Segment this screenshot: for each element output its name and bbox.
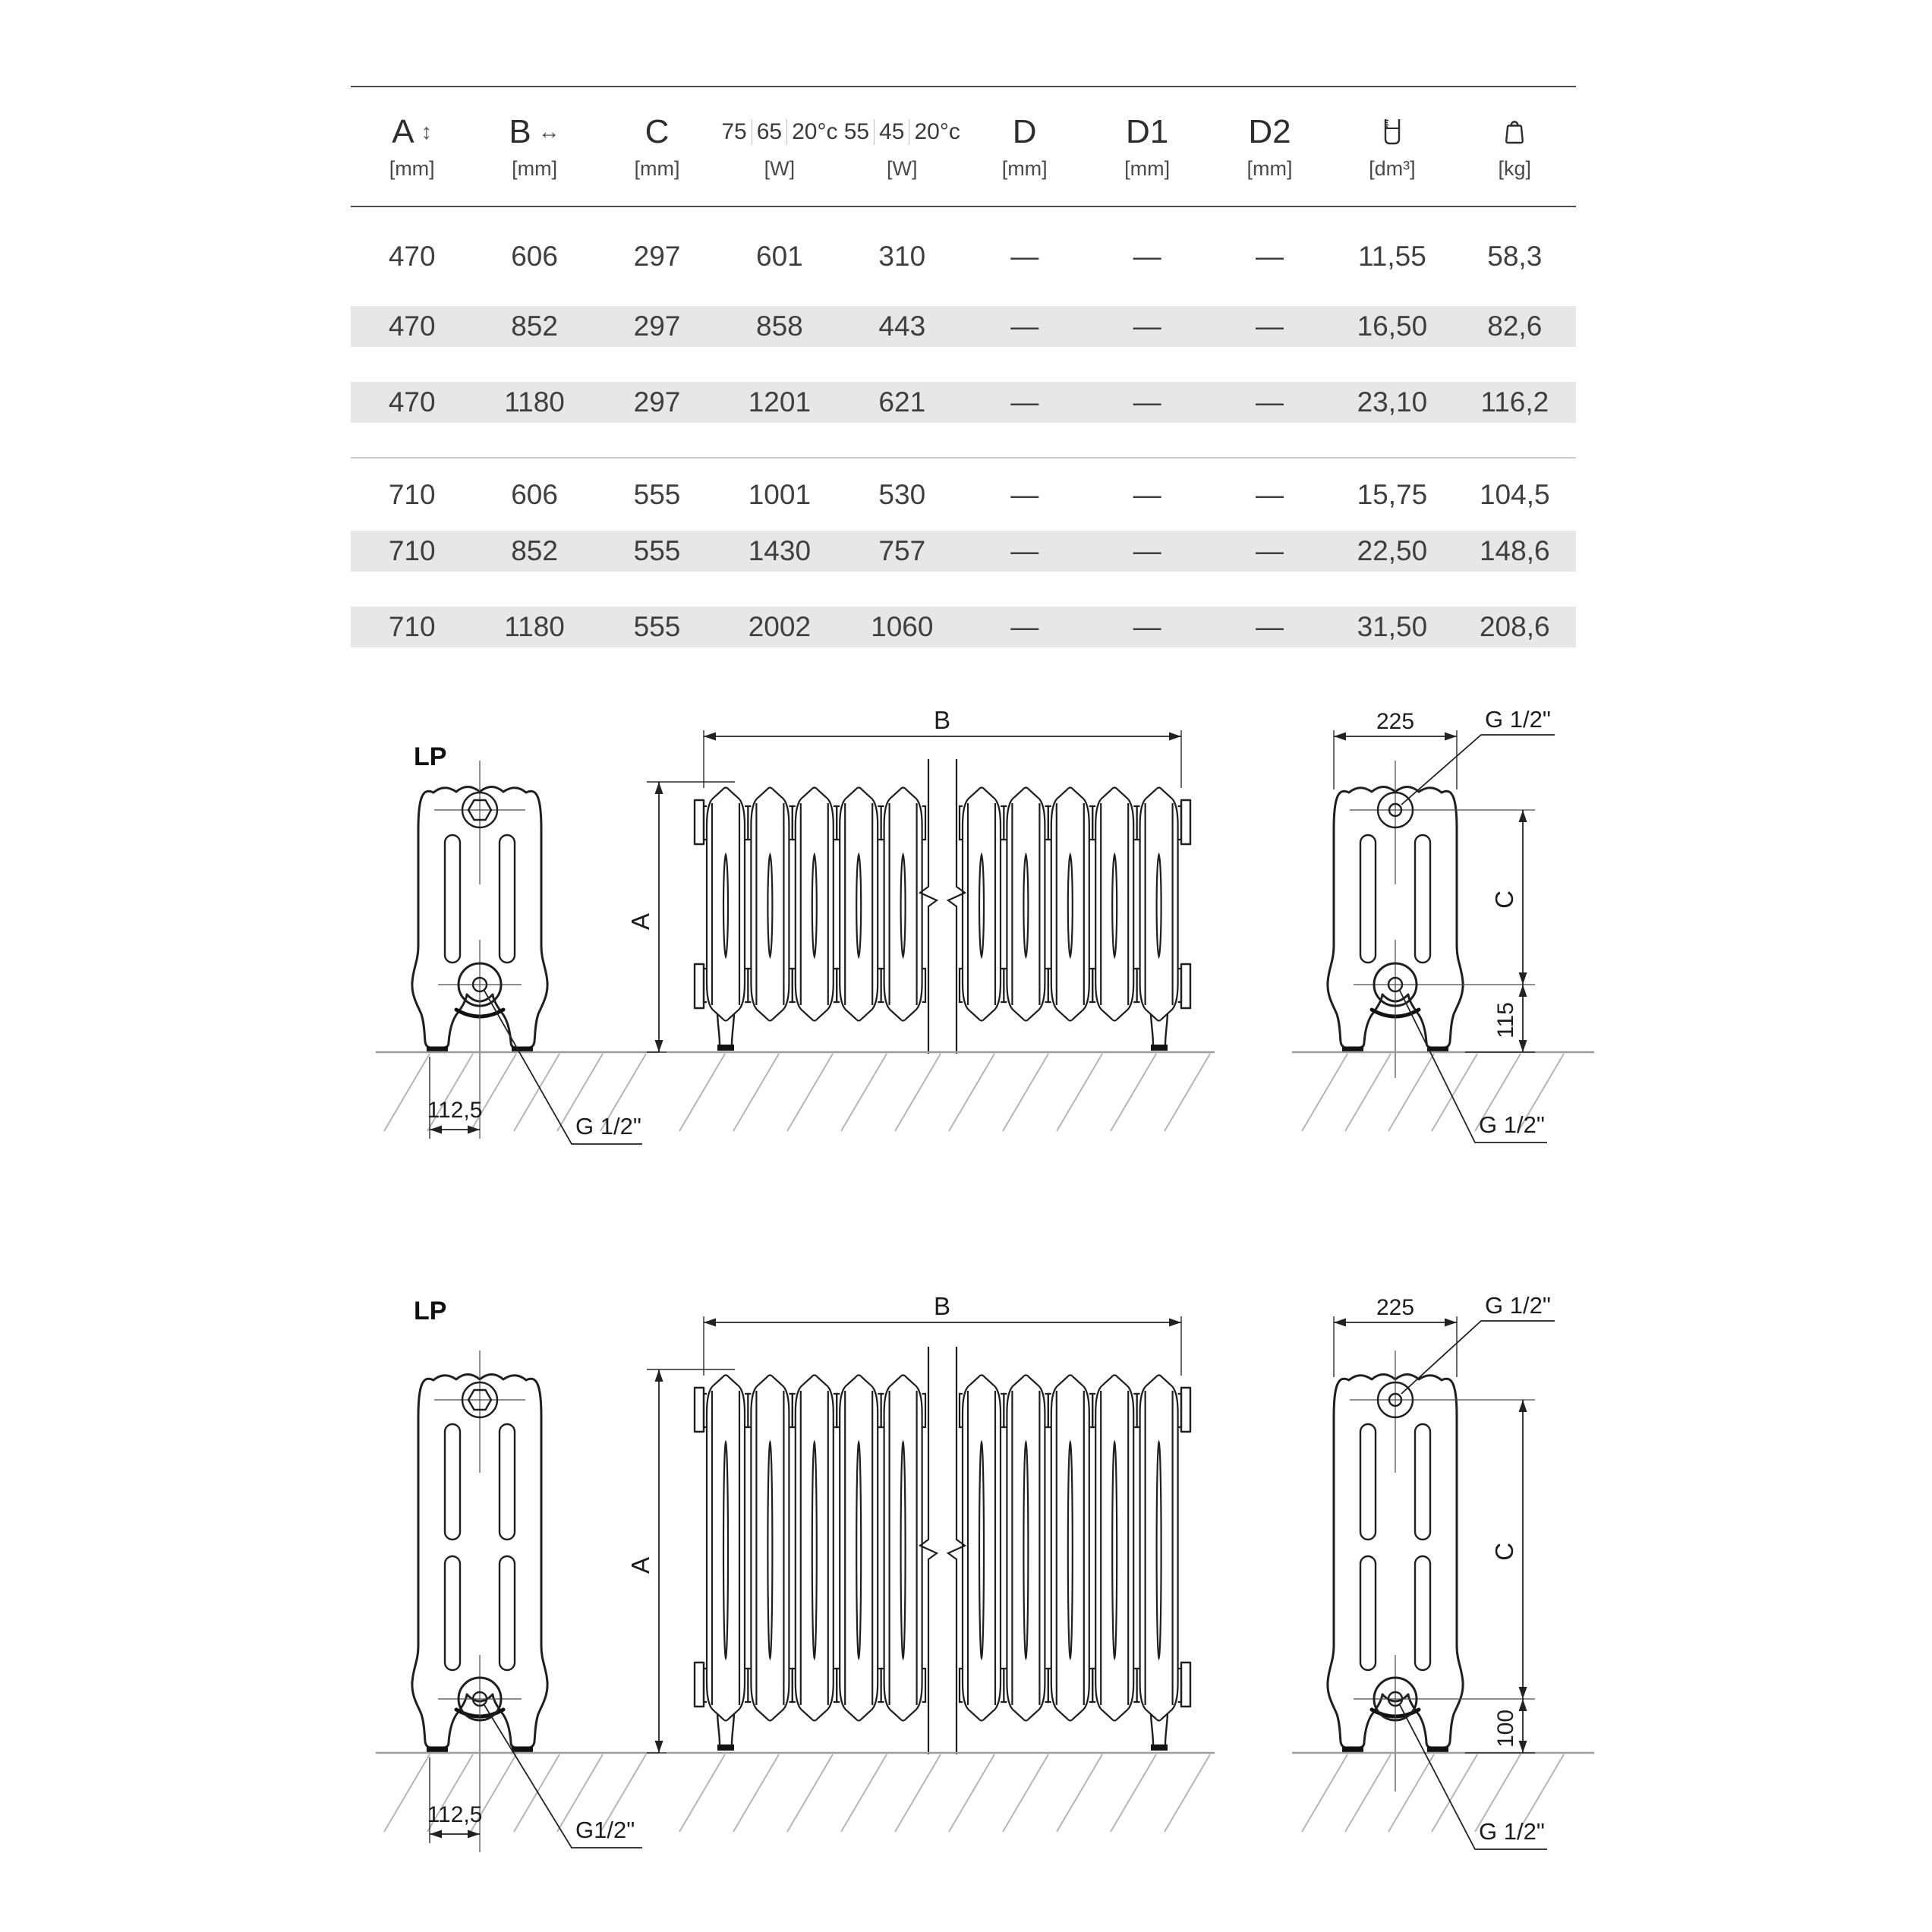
diagram-top [376, 706, 1594, 1144]
col-label: D1 [1125, 113, 1169, 150]
table-cell: 710 [388, 611, 436, 642]
table-cell: 11,55 [1357, 241, 1426, 272]
table-header [351, 86, 1576, 207]
col-unit: [mm] [1247, 157, 1293, 180]
table-cell: 297 [633, 310, 681, 342]
table-cell: — [1010, 611, 1039, 642]
col-unit: [W] [764, 157, 796, 180]
temp-value: 45 [879, 119, 905, 144]
thread-label: G 1/2" [575, 1113, 641, 1139]
table-cell: 555 [633, 611, 681, 642]
col-unit: [mm] [389, 157, 435, 180]
dim-offset-label: 112,5 [427, 1098, 483, 1123]
table-cell: 555 [633, 535, 681, 566]
separator [786, 119, 787, 145]
table-cell: — [1133, 386, 1161, 418]
table-cell: 621 [878, 386, 926, 418]
table-cell: 1001 [748, 478, 812, 510]
table-cell: 530 [878, 478, 926, 510]
table-cell: 1180 [504, 611, 565, 642]
thread-label: G1/2" [575, 1817, 635, 1843]
table-cell: 16,50 [1357, 310, 1428, 342]
dim-offset-label: 112,5 [427, 1802, 483, 1827]
table-cell: — [1133, 310, 1161, 342]
table-row [351, 306, 1576, 347]
table-cell: 606 [511, 478, 558, 510]
table-row [351, 607, 1576, 648]
leftright-arrow-icon: ↔ [537, 119, 560, 144]
table-cell: — [1010, 386, 1039, 418]
table-body [351, 207, 1576, 648]
table-cell: 58,3 [1487, 241, 1543, 272]
front-view-top [667, 706, 1215, 1131]
table-cell: 31,50 [1357, 611, 1428, 642]
table-cell: 104,5 [1479, 478, 1550, 510]
dim-foot-label: 115 [1493, 1002, 1518, 1038]
table-cell: — [1255, 535, 1284, 566]
table-cell: 2002 [748, 611, 812, 642]
table-cell: — [1010, 241, 1039, 272]
col-unit: [mm] [512, 157, 558, 180]
side-view-bottom-right [1292, 1292, 1594, 1849]
table-row [351, 207, 1576, 306]
col-label: A [392, 113, 414, 150]
temp-value: 75 [721, 119, 747, 144]
table-cell: — [1133, 478, 1161, 510]
table-cell: 852 [511, 535, 558, 566]
dim-width-label: 225 [1376, 709, 1415, 734]
table-cell: 22,50 [1357, 535, 1428, 566]
table-cell: 710 [388, 535, 436, 566]
side-view-bottom-left [376, 1351, 659, 1852]
table-cell: — [1010, 310, 1039, 342]
dim-a-bottom [626, 1369, 735, 1753]
model-label: LP [414, 742, 447, 771]
dim-a-top [626, 782, 735, 1052]
table-cell: 23,10 [1357, 386, 1428, 418]
temp-value: 55 [843, 119, 870, 144]
dim-c-label: C [1490, 890, 1518, 909]
table-row [351, 531, 1576, 572]
table-cell: 443 [878, 310, 926, 342]
table-cell: — [1010, 478, 1039, 510]
weight-icon [1504, 118, 1525, 146]
table-cell: 208,6 [1479, 611, 1550, 642]
col-label: B [509, 113, 531, 150]
table-cell: — [1255, 241, 1284, 272]
col-header-power-75 [718, 110, 840, 206]
col-header-a [351, 110, 473, 206]
col-unit: [kg] [1498, 157, 1532, 180]
table-cell: 310 [878, 241, 926, 272]
table-cell: 757 [878, 535, 926, 566]
col-header-b [473, 110, 595, 206]
front-view-bottom [667, 1292, 1215, 1832]
table-cell: — [1255, 310, 1284, 342]
col-unit: [W] [887, 157, 918, 180]
volume-icon [1382, 118, 1402, 146]
separator [874, 119, 875, 145]
col-header-volume [1331, 110, 1453, 206]
table-cell: 601 [756, 241, 803, 272]
col-header-d1 [1086, 110, 1208, 206]
table-cell: 82,6 [1487, 310, 1543, 342]
table-cell: 116,2 [1480, 386, 1549, 418]
col-unit: [mm] [634, 157, 680, 180]
table-row [351, 382, 1576, 423]
side-view-top-left [376, 761, 659, 1144]
spec-table [351, 86, 1576, 648]
col-header-weight [1454, 110, 1576, 206]
table-cell: 1180 [504, 386, 565, 418]
table-cell: 470 [388, 310, 436, 342]
temp-value: 20°c [914, 119, 960, 144]
table-cell: — [1010, 535, 1039, 566]
table-cell: 555 [633, 478, 681, 510]
col-unit: [dm³] [1369, 157, 1416, 180]
col-label: D2 [1248, 113, 1291, 150]
table-cell: 1201 [748, 386, 812, 418]
table-cell: — [1255, 386, 1284, 418]
technical-drawings [326, 706, 1609, 1905]
col-header-c [596, 110, 718, 206]
table-cell: — [1133, 241, 1161, 272]
table-cell: 1060 [871, 611, 934, 642]
col-unit: [mm] [1124, 157, 1171, 180]
temp-value: 65 [756, 119, 783, 144]
table-cell: — [1133, 611, 1161, 642]
diagram-bottom [376, 1292, 1594, 1852]
table-cell: 1430 [748, 535, 812, 566]
table-cell: 606 [511, 241, 558, 272]
table-cell: 297 [633, 241, 681, 272]
col-label: D [1012, 113, 1037, 150]
col-unit: [mm] [1001, 157, 1048, 180]
dim-a-label: A [626, 1556, 654, 1574]
col-header-d2 [1209, 110, 1331, 206]
dim-b-label: B [933, 706, 951, 734]
table-cell: 470 [388, 241, 436, 272]
side-view-top-right [1292, 706, 1594, 1142]
table-cell: — [1255, 478, 1284, 510]
model-label: LP [414, 1297, 447, 1325]
table-cell: 148,6 [1479, 535, 1550, 566]
updown-arrow-icon: ↕ [421, 119, 433, 144]
thread-label: G 1/2" [1485, 706, 1551, 733]
table-row [351, 457, 1576, 531]
table-cell: 852 [511, 310, 558, 342]
table-cell: 15,75 [1357, 478, 1428, 510]
table-cell: 710 [388, 478, 436, 510]
col-label: C [645, 113, 670, 150]
col-header-power-55 [841, 110, 963, 206]
table-cell: 858 [756, 310, 803, 342]
table-cell: 470 [388, 386, 436, 418]
dim-b-label: B [933, 1292, 951, 1320]
table-cell: — [1133, 535, 1161, 566]
dim-a-label: A [626, 912, 654, 931]
thread-label: G 1/2" [1479, 1818, 1545, 1845]
dim-width-label: 225 [1376, 1295, 1415, 1320]
table-cell: 297 [633, 386, 681, 418]
dim-c-label: C [1490, 1543, 1518, 1561]
temp-value: 20°c [792, 119, 838, 144]
thread-label: G 1/2" [1485, 1292, 1551, 1319]
col-header-d [963, 110, 1086, 206]
thread-label: G 1/2" [1479, 1111, 1545, 1138]
dim-foot-label: 100 [1493, 1709, 1518, 1748]
table-cell: — [1255, 611, 1284, 642]
